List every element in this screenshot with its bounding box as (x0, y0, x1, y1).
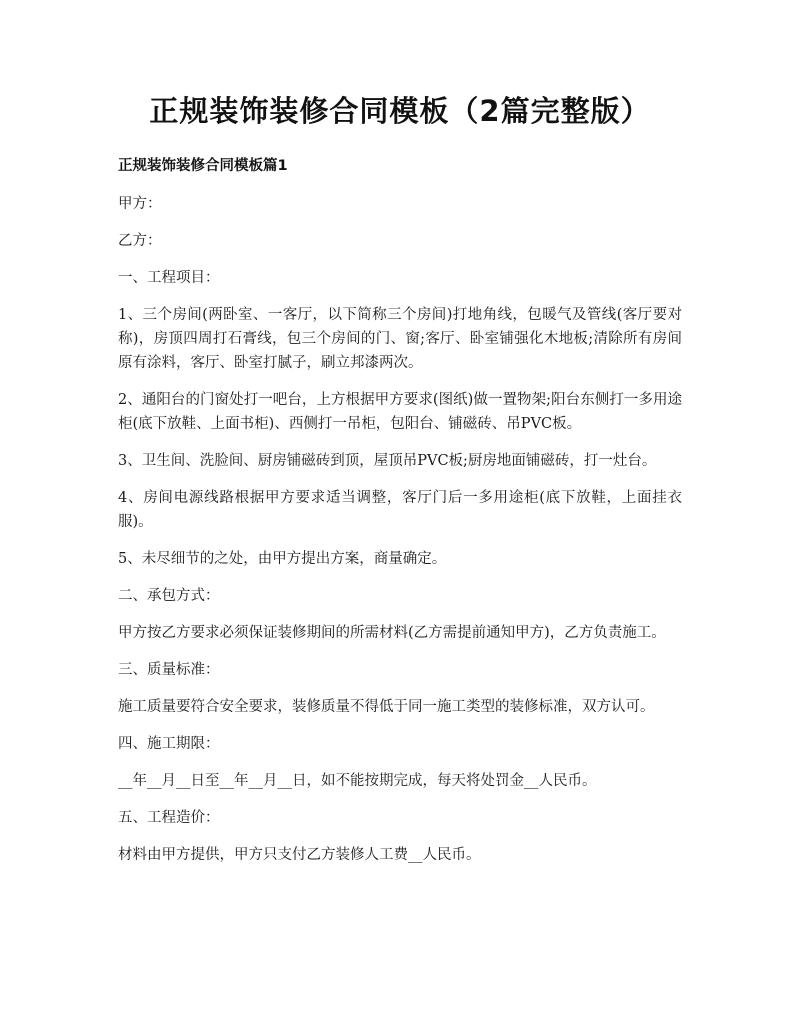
project-item-4: 4、房间电源线路根据甲方要求适当调整，客厅门后一多用途柜(底下放鞋，上面挂衣服)。 (118, 490, 682, 530)
heading-project-items: 一、工程项目： (118, 270, 220, 286)
project-item-1: 1、三个房间(两卧室、一客厅，以下简称三个房间)打地角线，包暖气及管线(客厅要对称)，房顶四周打石膏线，包三个房间的门、窗;客厅、卧室铺强化木地板;清除所有房间原有涂料，客厅、卧室打腻子，刷立邦漆两次。 (118, 307, 682, 371)
party-b-line: 乙方： (118, 233, 162, 249)
quality-standard-text: 施工质量要符合安全要求，装修质量不得低于同一施工类型的装修标准，双方认可。 (118, 699, 655, 715)
document-title: 正规装饰装修合同模板（2篇完整版） (149, 94, 651, 128)
project-item-3: 3、卫生间、洗脸间、厨房铺磁砖到顶，屋顶吊PVC板;厨房地面铺磁砖，打一灶台。 (118, 453, 657, 469)
section-title: 正规装饰装修合同模板篇1 (118, 158, 288, 174)
heading-construction-period: 四、施工期限： (118, 736, 220, 752)
project-cost-text: 材料由甲方提供，甲方只支付乙方装修人工费__人民币。 (118, 847, 481, 863)
heading-quality-standard: 三、质量标准： (118, 662, 220, 678)
heading-project-cost: 五、工程造价： (118, 810, 220, 826)
project-item-2: 2、通阳台的门窗处打一吧台，上方根据甲方要求(图纸)做一置物架;阳台东侧打一多用途柜(底下放鞋、上面书柜)、西侧打一吊柜，包阳台、铺磁砖、吊PVC板。 (118, 392, 682, 432)
construction-period-text: __年__月__日至__年__月__日，如不能按期完成，每天将处罚金__人民币。 (118, 773, 597, 789)
party-a-line: 甲方： (118, 196, 162, 212)
contract-method-text: 甲方按乙方要求必须保证装修期间的所需材料(乙方需提前通知甲方)，乙方负责施工。 (118, 625, 666, 641)
project-item-5: 5、未尽细节的之处，由甲方提出方案，商量确定。 (118, 551, 447, 567)
heading-contract-method: 二、承包方式： (118, 588, 220, 604)
